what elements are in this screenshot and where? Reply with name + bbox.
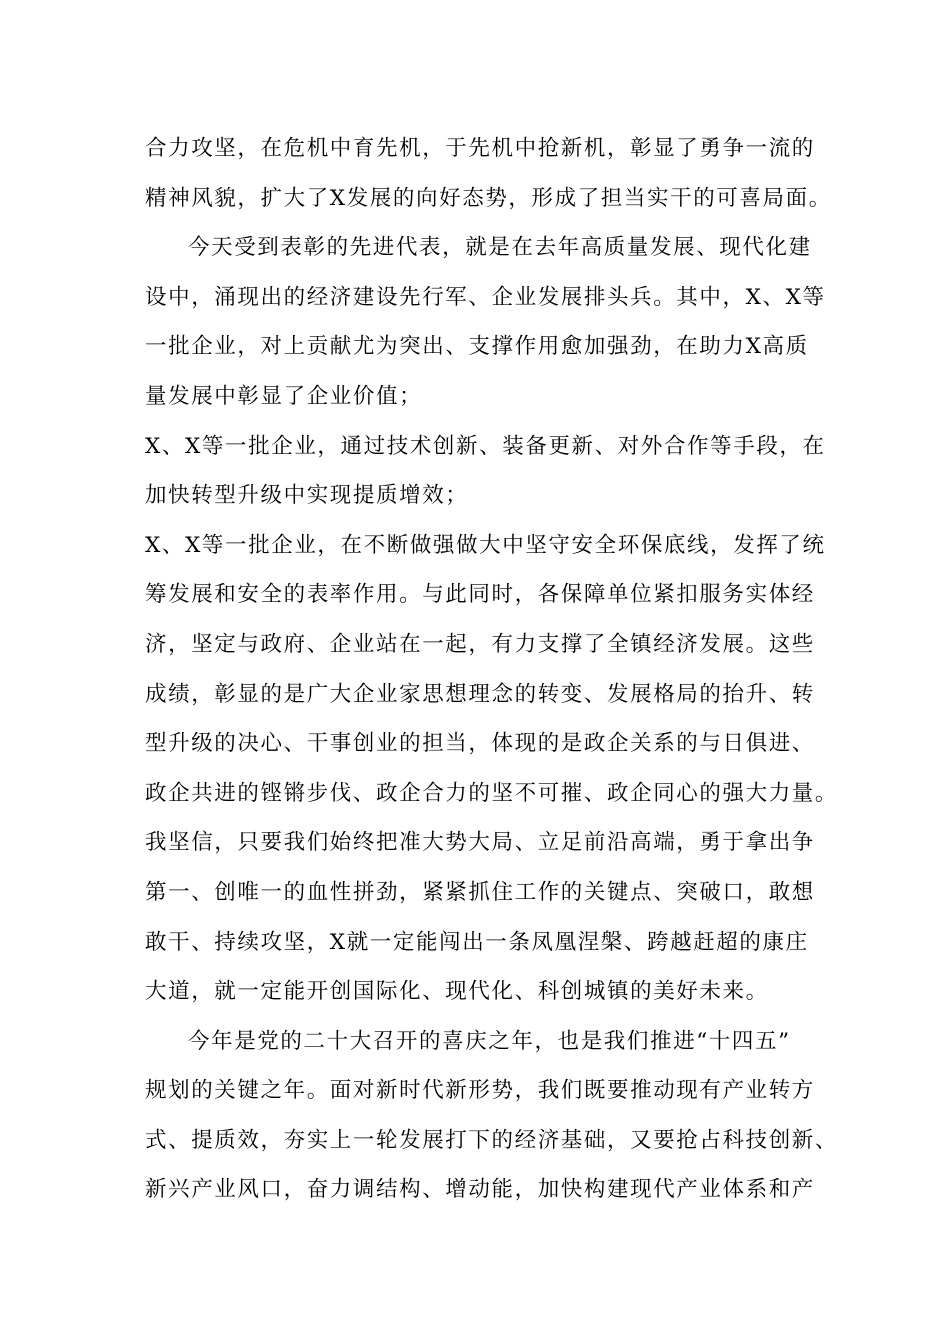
text-line: 精神风貌，扩大了X发展的向好态势，形成了担当实干的可喜局面。	[145, 185, 832, 211]
text-line: 量发展中彰显了企业价值；	[145, 383, 423, 409]
text-line: 今天受到表彰的先进代表，就是在去年高质量发展、现代化建	[188, 235, 812, 261]
text-line: 政企共进的铿锵步伐、政企合力的坚不可摧、政企同心的强大力量。	[145, 780, 839, 806]
text-line: 加快转型升级中实现提质增效；	[145, 483, 469, 509]
document-body	[145, 124, 839, 1215]
text-line: 成绩，彰显的是广大企业家思想理念的转变、发展格局的抬升、转	[145, 681, 815, 707]
text-line: 大道，就一定能开创国际化、现代化、科创城镇的美好未来。	[145, 979, 769, 1005]
text-line: 一批企业，对上贡献尤为突出、支撑作用愈加强劲，在助力X高质	[145, 334, 809, 360]
text-line: 济，坚定与政府、企业站在一起，有力支撑了全镇经济发展。这些	[145, 631, 815, 657]
text-line: 合力攻坚，在危机中育先机，于先机中抢新机，彰显了勇争一流的	[145, 136, 815, 161]
text-line: 型升级的决心、干事创业的担当，体现的是政企关系的与日俱进、	[145, 731, 815, 757]
text-line: X、X等一批企业，通过技术创新、装备更新、对外合作等手段，在	[145, 433, 826, 459]
text-line: 今年是党的二十大召开的喜庆之年，也是我们推进“十四五”	[188, 1028, 791, 1054]
text-line: 新兴产业风口，奋力调结构、增动能，加快构建现代产业体系和产	[145, 1177, 815, 1203]
text-line: 筹发展和安全的表率作用。与此同时，各保障单位紧扣服务实体经	[145, 582, 815, 608]
text-line: 敢干、持续攻坚，X就一定能闯出一条凤凰涅槃、跨越赶超的康庄	[145, 929, 809, 955]
text-line: 第一、创唯一的血性拼劲，紧紧抓住工作的关键点、突破口，敢想	[145, 879, 815, 905]
text-line: 式、提质效，夯实上一轮发展打下的经济基础，又要抢占科技创新、	[145, 1127, 839, 1153]
text-line: 我坚信，只要我们始终把准大势大局、立足前沿高端，勇于拿出争	[145, 830, 815, 856]
text-line: X、X等一批企业，在不断做强做大中坚守安全环保底线，发挥了统	[145, 532, 826, 558]
text-line: 设中，涌现出的经济建设先行军、企业发展排头兵。其中，X、X等	[145, 284, 826, 310]
text-line: 规划的关键之年。面对新时代新形势，我们既要推动现有产业转方	[145, 1078, 815, 1104]
